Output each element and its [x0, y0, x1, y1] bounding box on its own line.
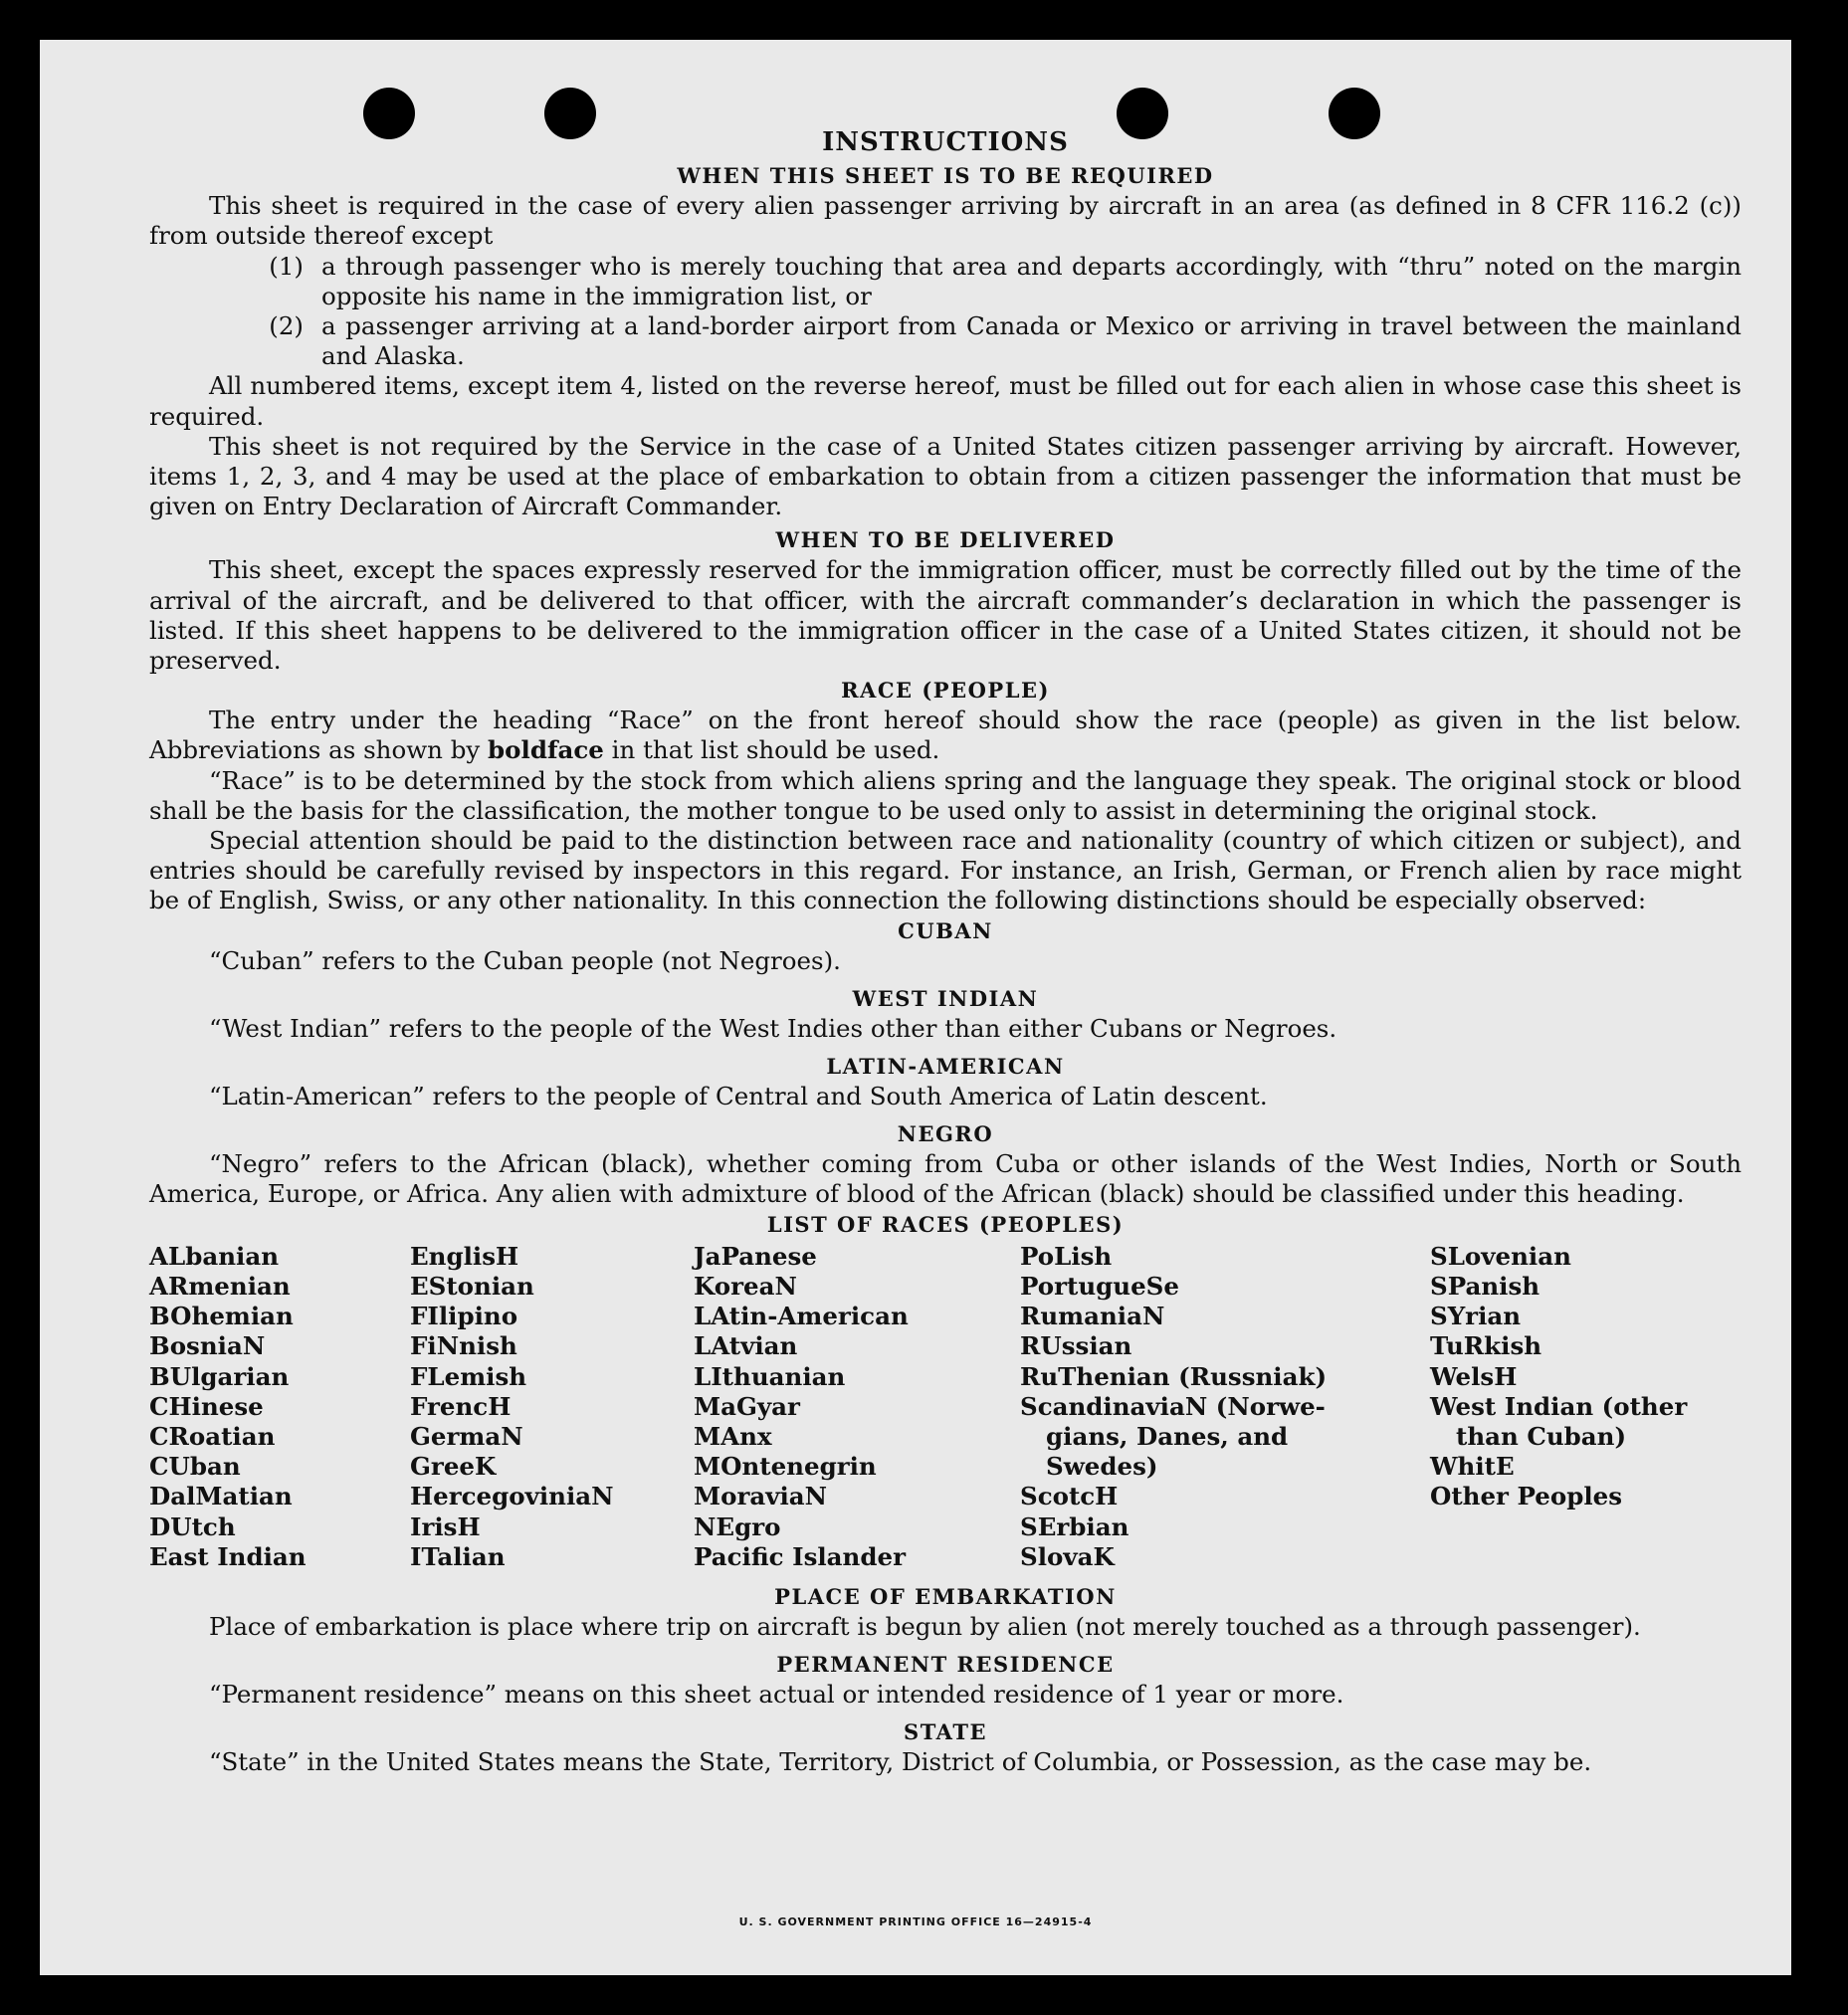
race-entry: BUlgarian — [149, 1361, 290, 1391]
races-column — [149, 1242, 410, 1572]
race-entry: HercegoviniaN — [410, 1482, 614, 1511]
item-number: (1) — [269, 251, 304, 281]
race-entry: FrencH — [410, 1391, 512, 1421]
race-entry: SLovenian — [1430, 1241, 1571, 1271]
paragraph — [149, 705, 1742, 765]
paragraph: “State” in the United States means the State, Territory, District of Columbia, or Possession, as the case may be. — [209, 1747, 1592, 1777]
paragraph: All numbered items, except item 4, listed on the reverse hereof, must be filled out for each alien in whose case this sheet is required. — [149, 371, 1742, 431]
race-entry-continued: than Cuban) — [1456, 1421, 1627, 1451]
paragraph: “Cuban” refers to the Cuban people (not Negroes). — [209, 945, 841, 975]
race-entry: SPanish — [1430, 1271, 1540, 1301]
paragraph: “Negro” refers to the African (black), whether coming from Cuba or other islands of the West Indies, North or South America, Europe, or Africa. Any alien with admixture of blood of the African (black) should be classified under this heading. — [149, 1149, 1742, 1209]
race-entry: Pacific Islander — [694, 1541, 906, 1571]
race-entry: CUban — [149, 1452, 241, 1482]
paragraph: This sheet, except the spaces expressly reserved for the immigration officer, must be correctly filled out by the time of the arrival of the aircraft, and be delivered to that officer, with the aircraft commander’s declaration in which the passenger is listed. If this sheet happens to be delivered to the immigration officer in the case of a United States citizen, it should not be preserved. — [149, 555, 1742, 676]
race-entry: CHinese — [149, 1391, 264, 1421]
paragraph: “Race” is to be determined by the stock from which aliens spring and the language they speak. The original stock or blood shall be the basis for the classification, the mother tongue to be used only to assist in determining the original stock. — [149, 765, 1742, 825]
item-text: a passenger arriving at a land-border airport from Canada or Mexico or arriving in travel between the mainland and Alaska. — [321, 311, 1742, 371]
page-title: INSTRUCTIONS — [822, 127, 1069, 157]
race-entry: PortugueSe — [1020, 1271, 1179, 1301]
item-number: (2) — [269, 311, 304, 341]
race-entry: MAnx — [694, 1421, 772, 1451]
race-entry: MOntenegrin — [694, 1452, 877, 1482]
race-entry: LIthuanian — [694, 1361, 846, 1391]
race-entry: DUtch — [149, 1511, 236, 1541]
text-run: The entry under the heading “Race” on the front hereof should show the race (people) as given in the list below. Abbreviations as shown by — [149, 705, 1742, 765]
race-entry: DalMatian — [149, 1482, 293, 1511]
section-heading: PLACE OF EMBARKATION — [774, 1583, 1117, 1609]
race-entry: EnglisH — [410, 1241, 519, 1271]
race-entry-continued: gians, Danes, and — [1046, 1421, 1289, 1451]
item-text: a through passenger who is merely touching that area and departs accordingly, with “thru” noted on the margin opposite his name in the immigration list, or — [321, 251, 1742, 310]
race-entry: GermaN — [410, 1421, 523, 1451]
race-entry: LAtvian — [694, 1331, 798, 1361]
section-heading: PERMANENT RESIDENCE — [776, 1652, 1115, 1678]
race-entry: MoraviaN — [694, 1482, 828, 1511]
paragraph: “Permanent residence” means on this sheet actual or intended residence of 1 year or more. — [209, 1680, 1344, 1710]
race-entry: ITalian — [410, 1541, 506, 1571]
race-entry: PoLish — [1020, 1241, 1113, 1271]
paragraph: “Latin-American” refers to the people of Central and South America of Latin descent. — [209, 1082, 1268, 1111]
race-entry: East Indian — [149, 1541, 307, 1571]
section-heading: CUBAN — [898, 917, 993, 943]
race-entry-continued: Swedes) — [1046, 1452, 1158, 1482]
section-heading: WHEN THIS SHEET IS TO BE REQUIRED — [677, 163, 1214, 189]
section-heading: NEGRO — [897, 1121, 994, 1147]
paragraph: This sheet is not required by the Service in the case of a United States citizen passenger arriving by aircraft. However, items 1, 2, 3, and 4 may be used at the place of embarkation to obtain from a citizen passenger the information that must be given on Entry Declaration of Aircraft Commander. — [149, 431, 1742, 521]
race-entry: Other Peoples — [1430, 1482, 1623, 1511]
paragraph: Place of embarkation is place where trip on aircraft is begun by alien (not merely touched as a through passenger). — [209, 1611, 1641, 1641]
list-item — [149, 311, 1742, 371]
paragraph: “West Indian” refers to the people of the West Indies other than either Cubans or Negroes. — [209, 1013, 1337, 1043]
paragraph: Special attention should be paid to the distinction between race and nationality (country of which citizen or subject), and entries should be carefully revised by inspectors in this regard. For instance, an Irish, German, or French alien by race might be of English, Swiss, or any other nationality. In this connection the following distinctions should be especially observed: — [149, 826, 1742, 915]
races-list — [149, 1242, 1742, 1572]
document-page — [40, 40, 1791, 1975]
races-column — [410, 1242, 694, 1572]
race-entry: West Indian (other — [1430, 1391, 1688, 1421]
race-entry: RuThenian (Russniak) — [1020, 1361, 1328, 1391]
section-heading: LATIN-AMERICAN — [826, 1054, 1065, 1080]
race-entry: TuRkish — [1430, 1331, 1542, 1361]
race-entry: FiNnish — [410, 1331, 517, 1361]
race-entry: ScotcH — [1020, 1482, 1119, 1511]
race-entry: FIlipino — [410, 1302, 518, 1331]
race-entry: SErbian — [1020, 1511, 1129, 1541]
text-run: in that list should be used. — [603, 735, 940, 765]
section-heading: RACE (PEOPLE) — [841, 678, 1050, 704]
race-entry: NEgro — [694, 1511, 781, 1541]
race-entry: ARmenian — [149, 1271, 291, 1301]
race-entry: ScandinaviaN (Norwe- — [1020, 1391, 1326, 1421]
race-entry: GreeK — [410, 1452, 497, 1482]
boldface-word: boldface — [488, 735, 604, 765]
race-entry: RumaniaN — [1020, 1302, 1165, 1331]
section-heading: LIST OF RACES (PEOPLES) — [766, 1211, 1125, 1237]
race-entry: MaGyar — [694, 1391, 800, 1421]
race-entry: EStonian — [410, 1271, 534, 1301]
race-entry: CRoatian — [149, 1421, 276, 1451]
race-entry: RUssian — [1020, 1331, 1132, 1361]
race-entry: IrisH — [410, 1511, 481, 1541]
race-entry: JaPanese — [694, 1241, 817, 1271]
race-entry: SYrian — [1430, 1302, 1522, 1331]
race-entry: BOhemian — [149, 1302, 294, 1331]
instructions-body — [149, 127, 1742, 1778]
paragraph: This sheet is required in the case of every alien passenger arriving by aircraft in an area (as defined in 8 CFR 116.2 (c)) from outside thereof except — [149, 191, 1742, 251]
races-column — [694, 1242, 1020, 1572]
list-item — [149, 252, 1742, 311]
section-heading: STATE — [904, 1719, 987, 1745]
races-column — [1020, 1242, 1430, 1572]
race-entry: ALbanian — [149, 1241, 280, 1271]
race-entry: WhitE — [1430, 1452, 1515, 1482]
race-entry: BosniaN — [149, 1331, 266, 1361]
race-entry: SlovaK — [1020, 1541, 1115, 1571]
race-entry: KoreaN — [694, 1271, 797, 1301]
race-entry: WelsH — [1430, 1361, 1518, 1391]
race-entry: FLemish — [410, 1361, 527, 1391]
section-heading: WHEN TO BE DELIVERED — [775, 527, 1116, 553]
printer-imprint: U. S. GOVERNMENT PRINTING OFFICE 16—24915-4 — [738, 1915, 1093, 1928]
section-heading: WEST INDIAN — [852, 985, 1039, 1011]
race-entry: LAtin-American — [694, 1302, 909, 1331]
races-column — [1430, 1242, 1709, 1572]
